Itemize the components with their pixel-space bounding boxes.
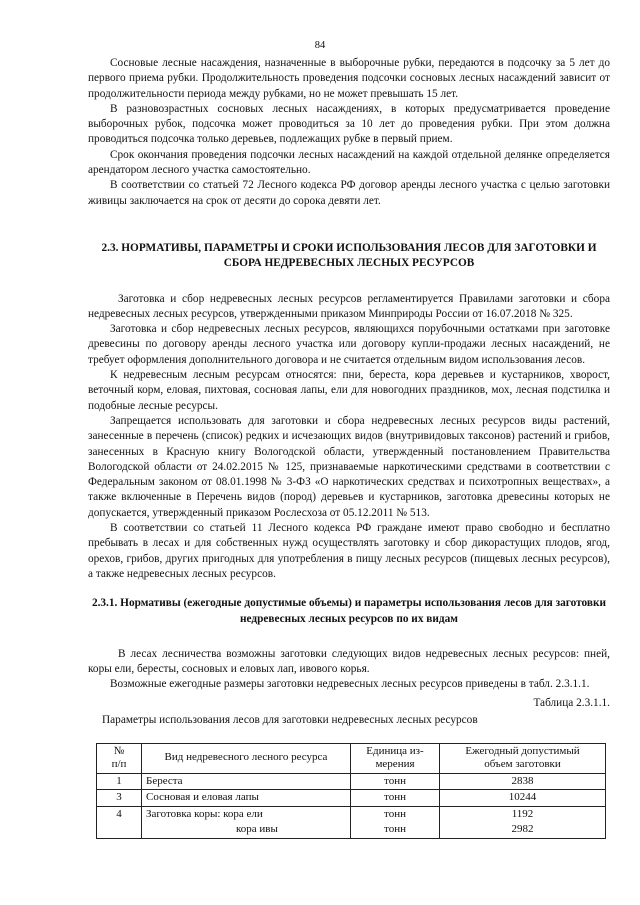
cell-unit: тонн [351,806,440,822]
paragraph: В соответствии со статьей 72 Лесного кодекса РФ договор аренды лесного участка с целью заготовки живицы заключается на срок от десяти до сорока девяти лет. [88,179,610,207]
paragraph: Запрещается использовать для заготовки и сбора недревесных лесных ресурсов виды растений, занесенные в перечень (список) редких и исчезающих видов (внутривидовых таксонов) растений и грибов, занесенных в Красную книгу Вологодской области, утвержденный постановлением Правительства Вологодской области от 24.02.2015 № 125, признаваемые наркотическими средствами в соответствии с Федеральным законом от 08.01.1998 № 3-ФЗ «О наркотических средствах и психотропных веществах», а также включенные в Перечень видов (пород) деревьев и кустарников, заготовка древесины которых не допускается, утвержденный приказом Рослесхоза от 05.12.2011 № 513. [88,414,610,519]
table-number: Таблица 2.3.1.1. [533,696,610,709]
cell-resource: Заготовка коры: кора ели [142,806,351,822]
table-caption: Параметры использования лесов для заготовки недревесных лесных ресурсов [102,713,478,726]
cell-num: 4 [97,806,142,838]
header-unit-line: Единица из- [366,744,424,757]
cell-volume: 10244 [440,790,606,807]
paragraph: В лесах лесничества возможны заготовки следующих видов недревесных лесных ресурсов: пней, коры ели, бересты, сосновых и еловых лап, ивового корья. [88,647,610,676]
header-unit [351,743,440,773]
paragraph: Заготовка и сбор недревесных лесных ресурсов регламентируется Правилами заготовки и сбора недревесных лесных ресурсов, утвержденными приказом Минприроды России от 16.07.2018 № 325. [88,292,610,320]
header-num-line: п/п [111,758,127,771]
table-row [97,790,606,807]
cell-num: 3 [97,790,142,807]
cell-resource: кора ивы [142,822,351,838]
section-heading-2-3: 2.3. НОРМАТИВЫ, ПАРАМЕТРЫ И СРОКИ ИСПОЛЬЗОВАНИЯ ЛЕСОВ ДЛЯ ЗАГОТОВКИ И СБОРА НЕДРЕВЕСНЫХ ЛЕСНЫХ РЕСУРСОВ [101,241,597,270]
header-resource: Вид недревесного лесного ресурса [142,743,351,773]
paragraph: В соответствии со статьей 11 Лесного кодекса РФ граждане имеют право свободно и бесплатно пребывать в лесах и для собственных нужд осуществлять заготовку и сбор дикорастущих плодов, ягод, орехов, грибов, других пригодных для употребления в пищу лесных ресурсов (пищевых лесных ресурсов), а также недревесных лесных ресурсов. [88,522,610,580]
header-unit-line: мерения [375,758,415,771]
table-header-row [97,743,606,773]
paragraph: В разновозрастных сосновых лесных насаждениях, в которых предусматривается проведение выборочных рубок, подсочка может проводиться за 10 лет до проведения рубки. При этом должна проводиться подсочка только деревьев, подлежащих рубке в первый прием. [88,102,610,146]
paragraph: Заготовка и сбор недревесных лесных ресурсов, являющихся порубочными остатками при заготовке древесины по договору аренды лесного участка или договору купли-продажи лесных насаждений, не требует оформления дополнительного договора и не считается отдельным видом использования лесов. [88,323,610,366]
paragraph: Срок окончания проведения подсочки лесных насаждений на каждой отдельной делянке определяется арендатором лесного участка самостоятельно. [88,148,610,177]
cell-num: 1 [97,773,142,790]
cell-unit: тонн [351,773,440,790]
paragraph: К недревесным лесным ресурсам относятся: пни, береста, кора деревьев и кустарников, хворост, веточный корм, еловая, пихтовая, сосновая лапы, ели для новогодних праздников, мох, лесная подстилка и подобные лесные ресурсы. [88,369,610,412]
cell-volume: 2982 [440,822,606,838]
cell-volume: 2838 [440,773,606,790]
page-number: 84 [314,40,326,51]
paragraph: Сосновые лесные насаждения, назначенные в выборочные рубки, передаются в подсочку за 5 лет до первого приема рубки. Продолжительность проведения подсочки сосновых лесных насаждений зависит от продолжительности периода между рубками, но не может превышать 15 лет. [88,57,610,100]
paragraph: Возможные ежегодные размеры заготовки недревесных лесных ресурсов приведены в табл. 2.3.1.1. [110,678,590,691]
table-row [97,822,606,838]
table-row [97,806,606,822]
section-heading-2-3-1: 2.3.1. Нормативы (ежегодные допустимые объемы) и параметры использования лесов для заготовки недревесных лесных ресурсов по их видам [91,597,607,625]
header-num-line: № [113,744,125,757]
cell-volume: 1192 [440,806,606,822]
resources-table [96,743,606,839]
cell-resource: Сосновая и еловая лапы [142,790,351,807]
header-volume [440,743,606,773]
header-volume-line: объем заготовки [484,758,561,771]
header-volume-line: Ежегодный допустимый [465,744,580,757]
table-row [97,773,606,790]
cell-resource: Береста [142,773,351,790]
cell-unit: тонн [351,822,440,838]
cell-unit: тонн [351,790,440,807]
header-num [97,743,142,773]
page-content [88,56,610,839]
